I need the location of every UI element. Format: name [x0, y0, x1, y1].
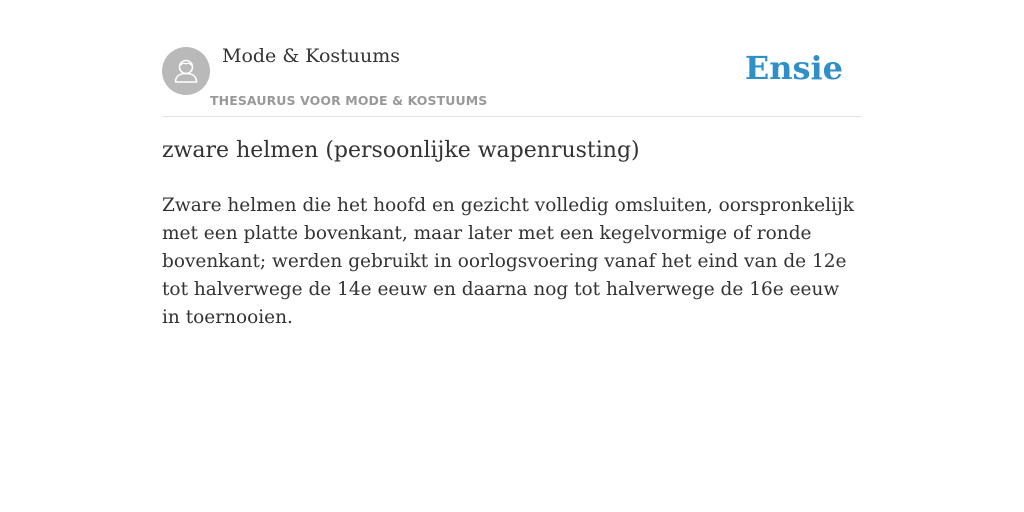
- author-subtitle: THESAURUS VOOR MODE & KOSTUUMS: [210, 93, 488, 108]
- entry-definition: Zware helmen die het hoofd en gezicht volledig omsluiten, oorspronkelijk met een platte bovenkant, maar later met een kegelvormige of ronde bovenkant; werden gebruikt in oorlogsvoering vanaf het eind van de 12e tot halverwege de 14e eeuw en daarna nog tot halverwege de 16e eeuw in toernooien.: [162, 195, 854, 328]
- header: [162, 40, 862, 117]
- avatar[interactable]: [162, 47, 210, 95]
- author-name[interactable]: Mode & Kostuums: [222, 45, 401, 67]
- user-icon: [162, 47, 210, 95]
- entry-title: zware helmen (persoonlijke wapenrusting): [162, 138, 640, 163]
- ensie-logo[interactable]: Ensie: [744, 49, 843, 87]
